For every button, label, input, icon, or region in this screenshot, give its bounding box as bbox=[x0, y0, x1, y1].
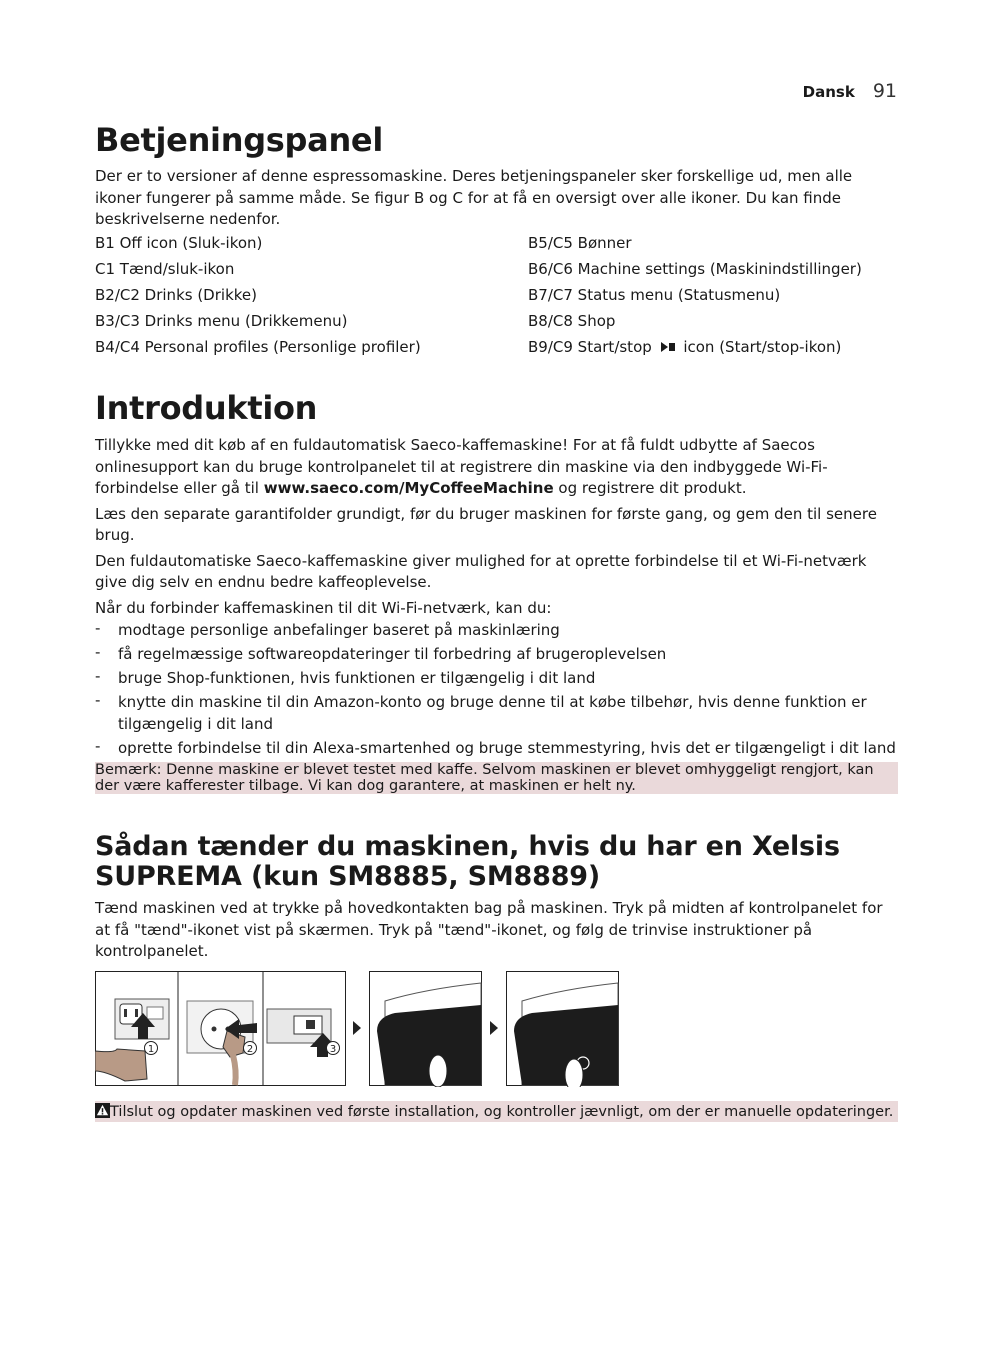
language-label: Dansk bbox=[802, 83, 855, 101]
switch-on-illustration bbox=[95, 971, 655, 1087]
icon-item: B4/C4 Personal profiles (Personlige profiler) bbox=[95, 338, 421, 356]
intro-paragraph bbox=[95, 435, 898, 500]
icon-item-suffix: icon (Start/stop-ikon) bbox=[683, 338, 842, 356]
next-step-arrow-icon bbox=[353, 1021, 361, 1035]
icon-item: B8/C8 Shop bbox=[528, 312, 616, 330]
list-item: - bruge Shop-funktionen, hvis funktionen er tilgængelig i dit land bbox=[95, 668, 898, 690]
intro-paragraph: Læs den separate garantifolder grundigt, før du bruger maskinen for første gang, og gem den til senere brug. bbox=[95, 504, 877, 544]
power-connection-figure bbox=[95, 972, 346, 1086]
list-item: - knytte din maskine til din Amazon-konto og bruge denne til at købe tilbehør, hvis denne funktion er tilgængelig i dit land bbox=[95, 692, 898, 735]
power-icon-touch-figure bbox=[507, 972, 619, 1088]
section-title-control-panel: Betjeningspanel bbox=[95, 121, 384, 159]
icon-item: B6/C6 Machine settings (Maskinindstillinger) bbox=[528, 260, 862, 278]
step-number: 1 bbox=[147, 1044, 155, 1055]
intro-text: og registrere dit produkt. bbox=[558, 479, 747, 497]
section-title-switch-on: Sådan tænder du maskinen, hvis du har en Xelsis SUPREMA (kun SM8885, SM8889) bbox=[95, 831, 840, 892]
icon-item: B5/C5 Bønner bbox=[528, 234, 632, 252]
start-stop-icon bbox=[659, 341, 677, 353]
icon-item: B3/C3 Drinks menu (Drikkemenu) bbox=[95, 312, 348, 330]
control-panel-intro: Der er to versioner af denne espressomaskine. Deres betjeningspaneler sker forskellige ud, men alle ikoner fungerer på samme måde. Se figur B og C for at få en oversigt over alle ikoner. Du kan finde beskrivelserne nedenfor. bbox=[95, 167, 853, 228]
step-number: 3 bbox=[329, 1044, 337, 1055]
icon-list-row bbox=[95, 232, 898, 258]
step-number: 2 bbox=[246, 1044, 254, 1055]
intro-text: Tillykke med dit køb af en fuldautomatisk Saeco-kaffemaskine! For at få fuldt udbytte af Saecos onlinesupport kan du bruge kontrolpanelet til at registrere din maskine via den indbyggede Wi-Fi-forbindelse eller gå til bbox=[95, 436, 828, 497]
control-panel-touch-figure bbox=[370, 972, 482, 1088]
icon-list bbox=[95, 232, 898, 362]
wifi-feature-list bbox=[95, 620, 898, 759]
list-item: - modtage personlige anbefalinger baseret på maskinlæring bbox=[95, 620, 898, 642]
switch-on-instructions: Tænd maskinen ved at trykke på hovedkontakten bag på maskinen. Tryk på midten af kontrolpanelet for at få "tænd"-ikonet vist på skærmen. Tryk på "tænd"-ikonet, og følg de trinvise instruktioner på kontrolpanelet. bbox=[95, 899, 883, 960]
intro-paragraph: Den fuldautomatiske Saeco-kaffemaskine giver mulighed for at oprette forbindelse til et Wi-Fi-netværk give dig selv en endnu bedre kaffeoplevelse. bbox=[95, 551, 867, 591]
page-header bbox=[803, 80, 897, 102]
intro-paragraph: Når du forbinder kaffemaskinen til dit Wi-Fi-netværk, kan du: bbox=[95, 598, 552, 617]
warning-text: Tilslut og opdater maskinen ved første installation, og kontroller jævnligt, om der er manuelle opdateringer. bbox=[110, 1104, 894, 1120]
website-link[interactable]: www.saeco.com/MyCoffeeMachine bbox=[263, 479, 554, 497]
next-step-arrow-icon bbox=[490, 1021, 498, 1035]
list-item: - få regelmæssige softwareopdateringer til forbedring af brugeroplevelsen bbox=[95, 644, 898, 666]
icon-item: C1 Tænd/sluk-ikon bbox=[95, 260, 235, 278]
page-number: 91 bbox=[872, 80, 897, 102]
section-title-introduction: Introduktion bbox=[95, 389, 318, 427]
warning-box bbox=[95, 1101, 898, 1122]
icon-item: B7/C7 Status menu (Statusmenu) bbox=[528, 286, 781, 304]
icon-list-row bbox=[95, 336, 898, 362]
icon-item: B2/C2 Drinks (Drikke) bbox=[95, 286, 257, 304]
icon-item: B1 Off icon (Sluk-ikon) bbox=[95, 234, 263, 252]
warning-icon bbox=[95, 1103, 110, 1118]
icon-list-row bbox=[95, 310, 898, 336]
note-box: Bemærk: Denne maskine er blevet testet med kaffe. Selvom maskinen er blevet omhyggeligt rengjort, kan der være kafferester tilbage. Vi kan dog garantere, at maskinen er helt ny. bbox=[95, 762, 898, 794]
finger-icon bbox=[565, 1059, 583, 1087]
icon-item-start-stop bbox=[528, 336, 841, 362]
icon-item-prefix: B9/C9 Start/stop bbox=[528, 338, 652, 356]
list-item: - oprette forbindelse til din Alexa-smartenhed og bruge stemmestyring, hvis det er tilgængeligt i dit land bbox=[95, 738, 898, 760]
finger-icon bbox=[429, 1055, 447, 1087]
introduction-body bbox=[95, 435, 898, 794]
icon-list-row bbox=[95, 258, 898, 284]
icon-list-row bbox=[95, 284, 898, 310]
